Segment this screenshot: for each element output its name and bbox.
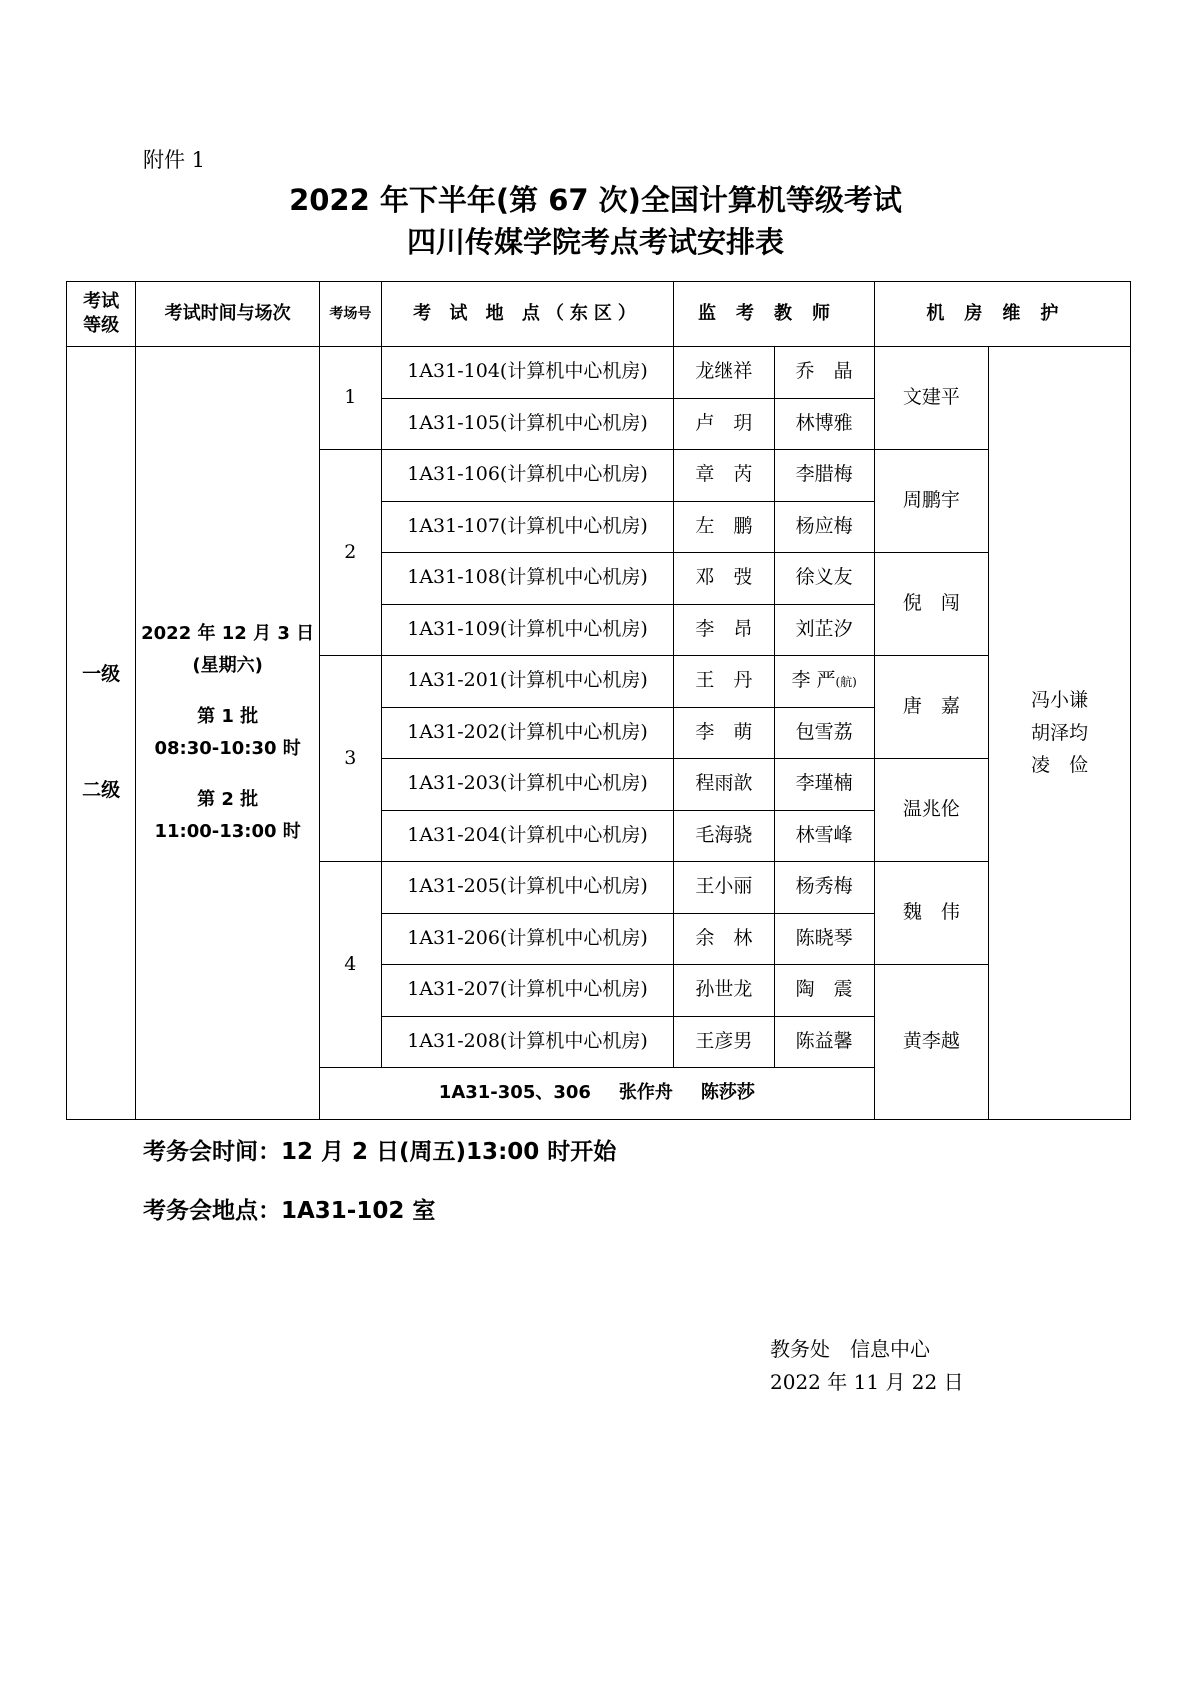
- overall-maintainers-cell: 冯小谦 胡泽均 凌 俭: [989, 347, 1131, 1120]
- maintainer-cell: 黄李越: [874, 965, 988, 1120]
- proctor-cell: 陈晓琴: [774, 913, 874, 965]
- maintainer-cell: 魏 伟: [874, 862, 988, 965]
- header-room-no: 考场号: [319, 282, 381, 347]
- location-cell: 1A31-204(计算机中心机房): [381, 810, 673, 862]
- batch-1-time: 08:30-10:30 时: [154, 737, 301, 759]
- header-proctors: 监考教师: [674, 282, 875, 347]
- exam-weekday: (星期六): [192, 654, 263, 676]
- batch-2-time: 11:00-13:00 时: [154, 820, 301, 842]
- maintainer-cell: 温兆伦: [874, 759, 988, 862]
- batch-1-label: 第 1 批: [197, 706, 259, 728]
- extra-person-2: 陈莎莎: [700, 1082, 755, 1104]
- proctor-cell: 杨秀梅: [774, 862, 874, 914]
- proctor-cell: 陈益馨: [774, 1016, 874, 1068]
- location-cell: 1A31-107(计算机中心机房): [381, 501, 673, 553]
- location-cell: 1A31-206(计算机中心机房): [381, 913, 673, 965]
- location-cell: 1A31-203(计算机中心机房): [381, 759, 673, 811]
- proctor-cell: 陶 震: [774, 965, 874, 1017]
- proctor-cell: 林雪峰: [774, 810, 874, 862]
- maintainer-cell: 周鹏宇: [874, 450, 988, 553]
- proctor-cell: 李腊梅: [774, 450, 874, 502]
- table-header-row: [67, 282, 1131, 347]
- level-1: 一级: [82, 663, 121, 686]
- proctor-cell: 刘芷汐: [774, 604, 874, 656]
- batch-2-label: 第 2 批: [197, 789, 259, 811]
- signer: 教务处 信息中心: [770, 1337, 930, 1361]
- location-cell: 1A31-108(计算机中心机房): [381, 553, 673, 605]
- location-cell: 1A31-207(计算机中心机房): [381, 965, 673, 1017]
- proctor-cell: 王彦男: [674, 1016, 774, 1068]
- location-cell: 1A31-205(计算机中心机房): [381, 862, 673, 914]
- proctor-cell: 龙继祥: [674, 347, 774, 399]
- room-number: 4: [319, 862, 381, 1068]
- maintainer-cell: 文建平: [874, 347, 988, 450]
- level-2: 二级: [82, 778, 121, 801]
- proctor-cell: 林博雅: [774, 398, 874, 450]
- location-cell: 1A31-105(计算机中心机房): [381, 398, 673, 450]
- header-maintenance: 机房维护: [874, 282, 1130, 347]
- location-cell: 1A31-202(计算机中心机房): [381, 707, 673, 759]
- proctor-cell: 王 丹: [674, 656, 774, 708]
- proctor-cell: 余 林: [674, 913, 774, 965]
- attachment-label: 附件 1: [143, 148, 206, 172]
- location-cell: 1A31-104(计算机中心机房): [381, 347, 673, 399]
- location-cell: 1A31-201(计算机中心机房): [381, 656, 673, 708]
- level-cell: [67, 347, 136, 1120]
- schedule-table: [66, 281, 1131, 1120]
- exam-time-cell: [136, 347, 320, 1120]
- proctor-cell: 毛海骁: [674, 810, 774, 862]
- room-number: 2: [319, 450, 381, 656]
- proctor-cell: 李瑾楠: [774, 759, 874, 811]
- proctor-cell: 章 芮: [674, 450, 774, 502]
- header-location: 考 试 地 点（东区）: [381, 282, 673, 347]
- proctor-cell: 包雪荔: [774, 707, 874, 759]
- extra-person-1: 张作舟: [618, 1082, 673, 1104]
- header-time: 考试时间与场次: [136, 282, 320, 347]
- proctor-cell: 杨应梅: [774, 501, 874, 553]
- room-number: 3: [319, 656, 381, 862]
- proctor-cell: 王小丽: [674, 862, 774, 914]
- exam-date: 2022 年 12 月 3 日: [141, 623, 315, 645]
- header-level: 考试 等级: [67, 282, 136, 347]
- location-cell: 1A31-109(计算机中心机房): [381, 604, 673, 656]
- proctor-note: (航): [835, 675, 857, 690]
- room-number: 1: [319, 347, 381, 450]
- proctor-cell: 左 鹏: [674, 501, 774, 553]
- location-cell: 1A31-208(计算机中心机房): [381, 1016, 673, 1068]
- page-title: 2022 年下半年(第 67 次)全国计算机等级考试: [289, 183, 902, 217]
- meeting-place: 考务会地点：1A31-102 室: [143, 1198, 436, 1224]
- proctor-cell: 程雨歆: [674, 759, 774, 811]
- proctor-cell: 李 昂: [674, 604, 774, 656]
- extra-rooms: 1A31-305、306: [438, 1082, 591, 1104]
- proctor-cell: 徐义友: [774, 553, 874, 605]
- proctor-cell: 李 萌: [674, 707, 774, 759]
- proctor-cell: 邓 弢: [674, 553, 774, 605]
- page-subtitle: 四川传媒学院考点考试安排表: [406, 225, 784, 259]
- sign-date: 2022 年 11 月 22 日: [770, 1370, 964, 1394]
- proctor-cell: 卢 玥: [674, 398, 774, 450]
- maintainer-cell: 倪 闯: [874, 553, 988, 656]
- proctor-cell: 李 严(航): [774, 656, 874, 708]
- maintainer-cell: 唐 嘉: [874, 656, 988, 759]
- meeting-time: 考务会时间：12 月 2 日(周五)13:00 时开始: [143, 1139, 617, 1165]
- table-row: [67, 347, 1131, 399]
- location-cell: 1A31-106(计算机中心机房): [381, 450, 673, 502]
- extra-room-row: [319, 1068, 874, 1120]
- proctor-cell: 乔 晶: [774, 347, 874, 399]
- proctor-cell: 孙世龙: [674, 965, 774, 1017]
